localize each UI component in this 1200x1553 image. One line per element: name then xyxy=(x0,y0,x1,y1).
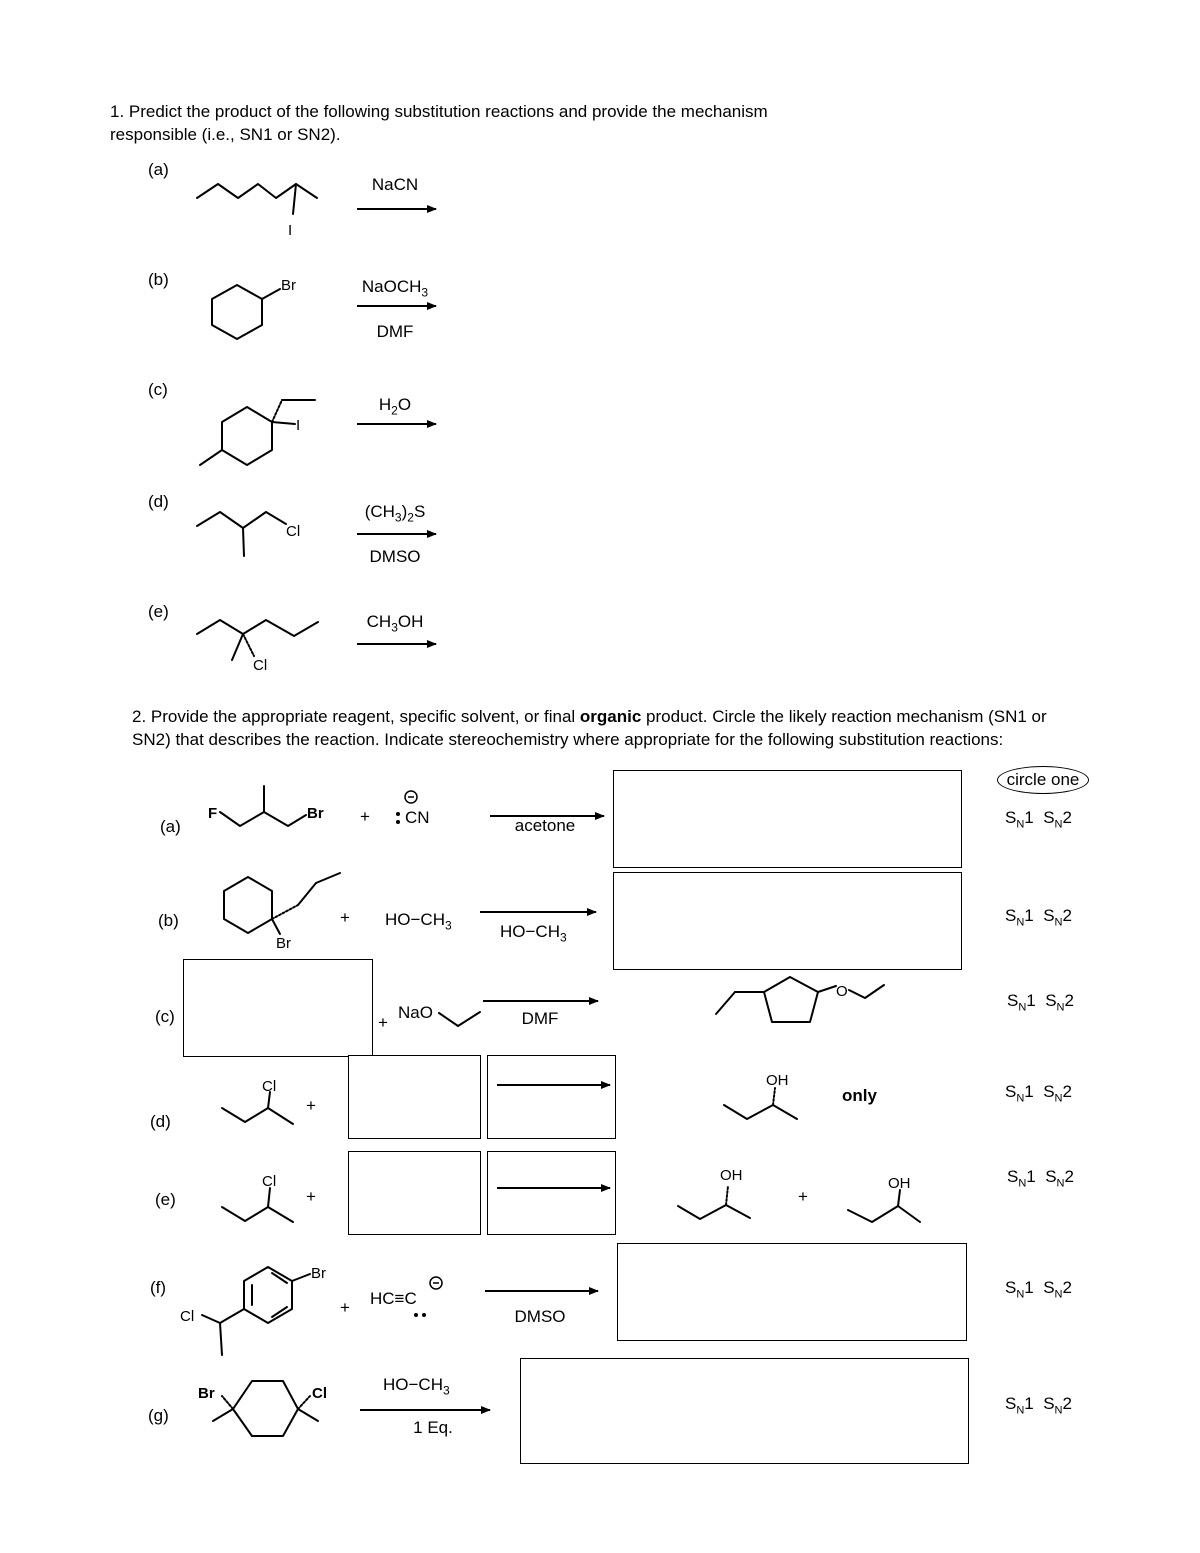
acetylide-reagent: HC≡C xyxy=(370,1289,417,1308)
mechanism-choices-b[interactable]: $S_N1$ $S_N2$ xyxy=(1005,906,1072,929)
cyanide-reagent: CN xyxy=(405,808,430,827)
mechanism-choices-g[interactable]: $S_N1$ $S_N2$ xyxy=(1005,1394,1072,1417)
q1-line2: responsible (i.e., SN1 or SN2). xyxy=(110,125,341,144)
mechanism-choices-e[interactable]: $S_N1$ $S_N2$ xyxy=(1007,1167,1074,1190)
q2-f-structure xyxy=(180,1265,326,1355)
q2-b-structure xyxy=(224,873,340,952)
plus-c: + xyxy=(378,1013,388,1032)
q2-d-product xyxy=(724,1072,797,1119)
mechanism-choices-f[interactable]: $S_N1$ $S_N2$ xyxy=(1005,1278,1072,1301)
atom-label: Cl xyxy=(262,1078,277,1095)
q1-c-reagent: $H_2O$ xyxy=(378,395,412,418)
q2-label-e: (e) xyxy=(155,1190,176,1209)
q1-label-d: (d) xyxy=(148,492,169,511)
mechanism-choices-d[interactable]: $S_N1$ $S_N2$ xyxy=(1005,1082,1072,1105)
atom-label: Cl xyxy=(262,1173,277,1190)
atom-label: OH xyxy=(720,1167,743,1184)
q2-label-a: (a) xyxy=(160,817,181,836)
solvent-f: DMSO xyxy=(514,1307,566,1326)
plus-a: + xyxy=(360,807,370,826)
solvent-c: DMF xyxy=(521,1009,559,1028)
q1-b-structure xyxy=(212,277,296,339)
atom-label: Cl xyxy=(180,1308,195,1325)
q1-a-reagent: NaCN xyxy=(371,175,419,194)
atom-label: F xyxy=(208,805,218,822)
q1-label-a: (a) xyxy=(148,160,169,179)
q1-d-solvent: DMSO xyxy=(369,547,421,566)
q2-d-reactant xyxy=(222,1078,293,1124)
atom-label: Cl xyxy=(253,657,268,674)
q2-e-reactant xyxy=(222,1173,293,1222)
plus-e: + xyxy=(306,1187,316,1206)
q1-b-solvent: DMF xyxy=(376,322,414,341)
ethoxy-tail xyxy=(439,1012,480,1026)
q2-label-f: (f) xyxy=(150,1278,167,1297)
methanol-reagent-b: $HO-CH_3$ xyxy=(385,910,452,933)
lone-pair-icon xyxy=(414,1313,426,1317)
sodium-alkoxide-reagent: NaO xyxy=(398,1003,433,1022)
q1-label-e: (e) xyxy=(148,602,169,621)
q1-a-structure xyxy=(197,184,317,239)
q2-c-product xyxy=(716,977,884,1022)
plus-f: + xyxy=(340,1298,350,1317)
equivalents-g: 1 Eq. xyxy=(413,1418,453,1437)
atom-label: Cl xyxy=(312,1385,327,1402)
q1-c-structure xyxy=(200,400,315,465)
q1-e-reagent: $CH_3OH$ xyxy=(366,612,424,635)
anion-charge-icon xyxy=(405,791,417,803)
atom-label: OH xyxy=(766,1072,789,1089)
methanol-reagent-g: $HO-CH_3$ xyxy=(383,1375,450,1398)
lone-pair-icon xyxy=(396,812,400,824)
q2-label-c: (c) xyxy=(155,1007,175,1026)
atom-label: Br xyxy=(276,935,291,952)
q2-e-product-1 xyxy=(678,1167,750,1219)
q2-text-bold: organic xyxy=(579,707,642,726)
q2-e-product-2 xyxy=(848,1175,920,1222)
q1-label-b: (b) xyxy=(148,270,169,289)
plus-b: + xyxy=(340,908,350,927)
q1-label-c: (c) xyxy=(148,380,168,399)
mechanism-choices-a[interactable]: $S_N1$ $S_N2$ xyxy=(1005,808,1072,831)
q2-label-d: (d) xyxy=(150,1112,171,1131)
atom-label: Br xyxy=(307,805,324,822)
atom-label: Br xyxy=(198,1385,215,1402)
q1-d-reagent: $(CH_3)_2S$ xyxy=(364,502,426,525)
anion-charge-icon xyxy=(430,1277,442,1289)
q2-g-structure xyxy=(198,1381,327,1436)
atom-label: OH xyxy=(888,1175,911,1192)
q1-e-structure xyxy=(197,620,318,674)
q1-d-structure xyxy=(197,512,300,556)
product-plus-e: + xyxy=(798,1187,808,1206)
q1-b-reagent: NaOCH$_3$ xyxy=(361,277,429,300)
q2-label-b: (b) xyxy=(158,911,179,930)
mechanism-choices-c[interactable]: $S_N1$ $S_N2$ xyxy=(1007,991,1074,1014)
q1-line1: 1. Predict the product of the following substitution reactions and provide the mechanism xyxy=(110,102,768,121)
q2-text-post: product. Circle the likely reaction mechanism (SN1 or SN2) that describes the reaction. Indicate stereochemistry where appropriate for the following substitution reactions: xyxy=(132,707,1047,749)
solvent-b: $HO-CH_3$ xyxy=(500,922,567,945)
atom-label: I xyxy=(288,222,293,239)
plus-d: + xyxy=(306,1096,316,1115)
circle-one-label: circle one xyxy=(997,766,1089,794)
only-note: only xyxy=(842,1086,877,1105)
atom-label: Br xyxy=(281,277,296,294)
solvent-a: acetone xyxy=(514,816,576,835)
atom-label: I xyxy=(296,417,301,434)
q2-a-structure xyxy=(208,786,324,826)
q2-text-pre: 2. Provide the appropriate reagent, specific solvent, or final xyxy=(132,707,580,726)
atom-label: Cl xyxy=(286,523,301,540)
q2-label-g: (g) xyxy=(148,1406,169,1425)
atom-label: Br xyxy=(311,1265,326,1282)
atom-label: O xyxy=(836,983,848,1000)
